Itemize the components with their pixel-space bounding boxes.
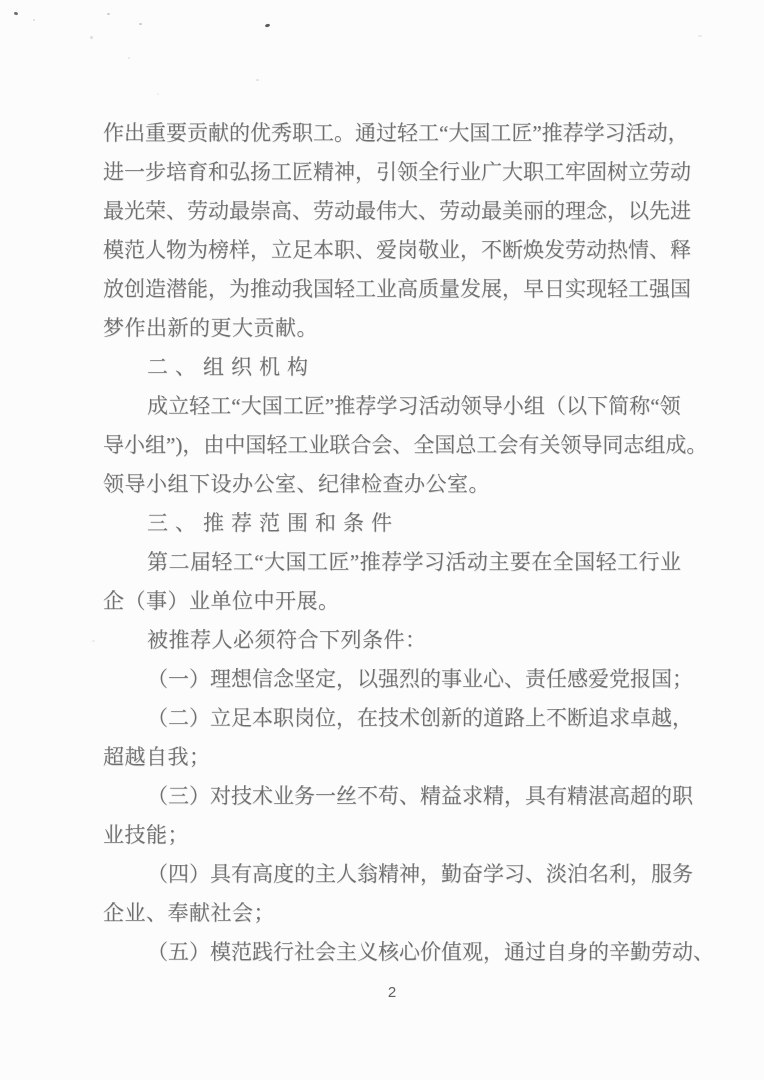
text-line: 作 出 重 要 贡 献 的 优 秀 职 工 。 通 过 轻 工 “ 大 国 工 匠 ” 推 荐 学 习 活 动 ， (103, 121, 689, 145)
scan-speck (698, 35, 702, 37)
text-line: 导 小 组 ” ) ， 由 中 国 轻 工 业 联 合 会 、 全 国 总 工 会 有 关 领 导 同 志 组 成 。 (103, 433, 708, 457)
text-line: 被推荐人必须符合下列条件： (147, 628, 427, 652)
text-line: （ 五 ） 模 范 践 行 社 会 主 义 核 心 价 值 观 ， 通 过 自 身 的 辛 勤 劳 动 、 (147, 940, 714, 964)
scan-speck (139, 23, 142, 25)
section-heading-line: 二、组织机构 (147, 355, 315, 379)
scan-speck (14, 11, 19, 15)
page-number: 2 (387, 984, 397, 1001)
scan-speck (256, 79, 259, 81)
scan-speck (33, 19, 35, 21)
section-heading-line: 三、推荐范围和条件 (147, 511, 399, 535)
scan-speck (265, 23, 271, 27)
text-line: 第 二 届 轻 工 “ 大 国 工 匠 ” 推 荐 学 习 活 动 主 要 在 全 国 轻 工 行 业 (147, 550, 681, 574)
text-line: 领导小组下设办公室、纪律检查办公室。 (103, 472, 490, 496)
scan-speck (157, 93, 159, 95)
text-line: （ 二 ） 立 足 本 职 岗 位 ， 在 技 术 创 新 的 道 路 上 不 断 追 求 卓 越 ， (147, 706, 693, 730)
document-body (103, 114, 714, 972)
text-line: 模 范 人 物 为 榜 样 ， 立 足 本 职 、 爱 岗 敬 业 ， 不 断 焕 发 劳 动 热 情 、 释 (103, 238, 691, 262)
scan-speck (107, 13, 110, 15)
text-line: （ 一 ） 理 想 信 念 坚 定 ， 以 强 烈 的 事 业 心 、 责 任 感 爱 党 报 国 ； (147, 667, 693, 691)
scan-speck (128, 57, 130, 59)
text-line: 超越自我； (103, 745, 211, 769)
text-line: 企（事）业单位中开展。 (103, 589, 340, 613)
text-line: 最 光 荣 、 劳 动 最 崇 高 、 劳 动 最 伟 大 、 劳 动 最 美 丽 的 理 念 ， 以 先 进 (103, 199, 691, 223)
text-line: 业技能； (103, 823, 189, 847)
text-line: 成 立 轻 工 “ 大 国 工 匠 ” 推 荐 学 习 活 动 领 导 小 组 （ 以 下 简 称 “ 领 (147, 394, 681, 418)
text-line: （ 三 ） 对 技 术 业 务 一 丝 不 苟 、 精 益 求 精 ， 具 有 精 湛 高 超 的 职 (147, 784, 693, 808)
text-line: （ 四 ） 具 有 高 度 的 主 人 翁 精 神 ， 勤 奋 学 习 、 淡 泊 名 利 ， 服 务 (147, 862, 693, 886)
scan-speck (90, 36, 93, 39)
text-line: 企业、奉献社会； (103, 901, 275, 925)
text-line: 进 一 步 培 育 和 弘 扬 工 匠 精 神 ， 引 领 全 行 业 广 大 职 工 牢 固 树 立 劳 动 (103, 160, 691, 184)
text-line: 梦作出新的更大贡献。 (103, 316, 318, 340)
text-line: 放 创 造 潜 能 ， 为 推 动 我 国 轻 工 业 高 质 量 发 展 ， 早 日 实 现 轻 工 强 国 (103, 277, 691, 301)
scan-speck (92, 640, 95, 642)
